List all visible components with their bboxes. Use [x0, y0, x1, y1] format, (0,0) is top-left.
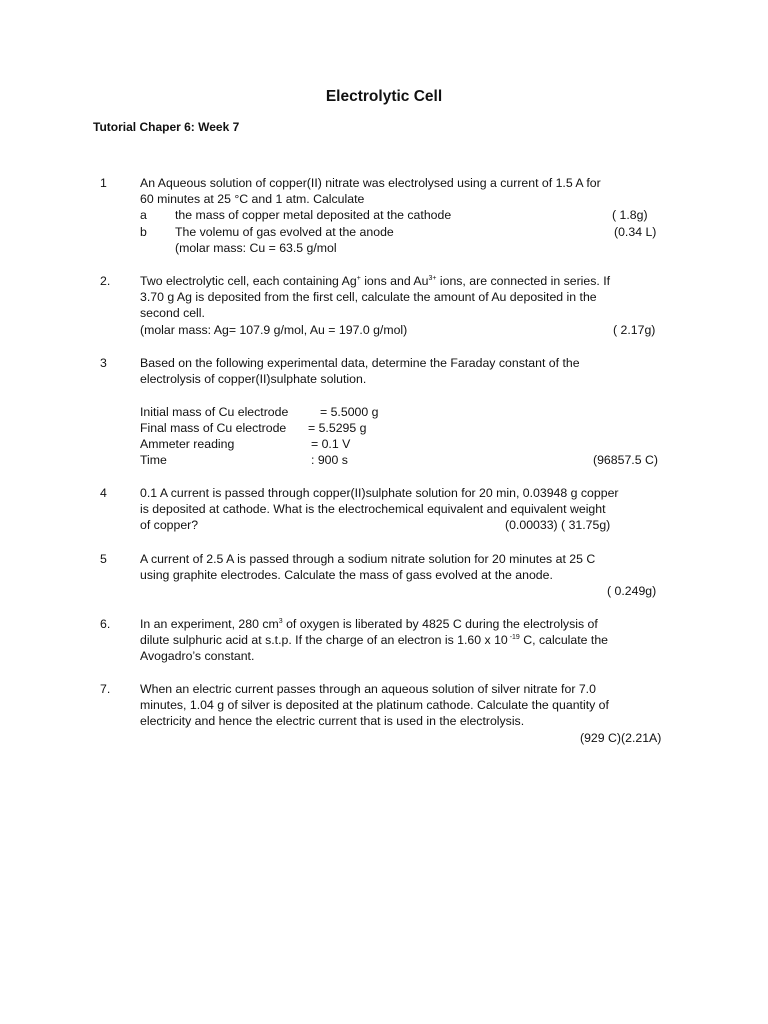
- data-row: [140, 436, 670, 452]
- sub-question-text: the mass of copper metal deposited at the cathode: [175, 208, 452, 223]
- superscript: 3: [278, 618, 283, 625]
- data-label: Time: [140, 453, 167, 468]
- question-text-line: Two electrolytic cell, each containing Ag+ ions and $Au^{3+}$ ions, are connected in series. If: [140, 274, 611, 288]
- question-text-line: second cell.: [140, 306, 205, 321]
- question-number: 2.: [100, 274, 111, 288]
- answer-text: (96857.5 C): [593, 453, 658, 468]
- question-text-line: minutes, 1.04 g of silver is deposited at the platinum cathode. Calculate the quantity of: [140, 698, 609, 713]
- data-value: : 900 s: [311, 453, 348, 468]
- question-number: 5: [100, 552, 107, 566]
- answer-text: (929 C)(2.21A): [580, 730, 662, 745]
- question-text-line: 0.1 A current is passed through copper(II)sulphate solution for 20 min, 0.03948 g copper: [140, 486, 619, 500]
- data-value: = 5.5000 g: [320, 404, 379, 419]
- question-text-line: Avogadro’s constant.: [140, 649, 255, 664]
- question-body: [140, 273, 670, 338]
- page-title: Electrolytic Cell: [325, 88, 443, 105]
- question-text-line: Based on the following experimental data, determine the Faraday constant of the: [140, 356, 580, 370]
- question-body: [140, 355, 670, 468]
- answer-text: ( 2.17g): [613, 322, 656, 337]
- answer-text: ( 1.8g): [612, 208, 648, 223]
- question-text-line: electrolysis of copper(II)sulphate solution.: [140, 372, 367, 387]
- question-body: [140, 616, 670, 665]
- question-text-line: 60 minutes at 25 °C and 1 atm. Calculate: [140, 192, 365, 207]
- sub-question-a: [140, 207, 670, 223]
- question-text-line: using graphite electrodes. Calculate the mass of gass evolved at the anode.: [140, 568, 553, 583]
- question-text-line: is deposited at cathode. What is the electrochemical equivalent and equivalent weight: [140, 502, 606, 517]
- data-label: Ammeter reading: [140, 436, 235, 451]
- question-text-line: When an electric current passes through an aqueous solution of silver nitrate for 7.0: [140, 682, 596, 696]
- question-number: 7.: [100, 682, 111, 696]
- question-text-line: dilute sulphuric acid at s.t.p. If the charge of an electron is 1.60 x 10 $^{-19}$ C, calculate the: [140, 633, 609, 648]
- page-subtitle: Tutorial Chaper 6: Week 7: [93, 120, 240, 134]
- answer-text: (0.00033) ( 31.75g): [505, 518, 611, 533]
- question-number: 1: [100, 176, 107, 190]
- data-row: [140, 420, 670, 436]
- question-body: [140, 485, 670, 534]
- question-body: [140, 681, 670, 746]
- data-value: = 0.1 V: [311, 436, 351, 451]
- data-row: [140, 404, 670, 420]
- data-value: = 5.5295 g: [308, 420, 367, 435]
- answer-text: (0.34 L): [614, 224, 657, 239]
- superscript: +: [356, 275, 361, 282]
- answer-line: [140, 583, 670, 599]
- data-label: Final mass of Cu electrode: [140, 420, 287, 435]
- sub-question-text: The volemu of gas evolved at the anode: [175, 224, 394, 239]
- question-body: [140, 551, 670, 600]
- superscript: -19: [507, 634, 520, 642]
- question-number: 6.: [100, 617, 111, 631]
- question-text-line: 3.70 g Ag is deposited from the first cell, calculate the amount of Au deposited in the: [140, 290, 597, 305]
- question-text-line: In an experiment, 280 $cm^3$ of oxygen is liberated by 4825 C during the electrolysis of: [140, 617, 598, 631]
- question-text-line: of copper? (0.00033) ( 31.75g): [140, 518, 611, 533]
- molar-mass-note: (molar mass: Cu = 63.5 g/mol: [175, 240, 337, 255]
- question-text-line: electricity and hence the electric current that is used in the electrolysis.: [140, 714, 525, 729]
- data-label: Initial mass of Cu electrode: [140, 404, 289, 419]
- molar-mass-note: (molar mass: Ag= 107.9 g/mol, Au = 197.0 g/mol) ( 2.17g): [140, 322, 656, 337]
- data-row: [140, 452, 670, 468]
- question-text-line: A current of 2.5 A is passed through a sodium nitrate solution for 20 minutes at 25 C: [140, 552, 596, 566]
- answer-line: [140, 730, 670, 746]
- sub-question-letter: b: [140, 224, 147, 239]
- question-text-line: An Aqueous solution of copper(II) nitrate was electrolysed using a current of 1.5 A for: [140, 176, 601, 190]
- question-body: [140, 175, 670, 256]
- sub-question-letter: a: [140, 208, 147, 223]
- superscript: 3+: [428, 275, 437, 282]
- answer-text: ( 0.249g): [607, 584, 657, 599]
- question-number: 3: [100, 356, 107, 370]
- sub-question-b: [140, 224, 670, 240]
- question-number: 4: [100, 486, 107, 500]
